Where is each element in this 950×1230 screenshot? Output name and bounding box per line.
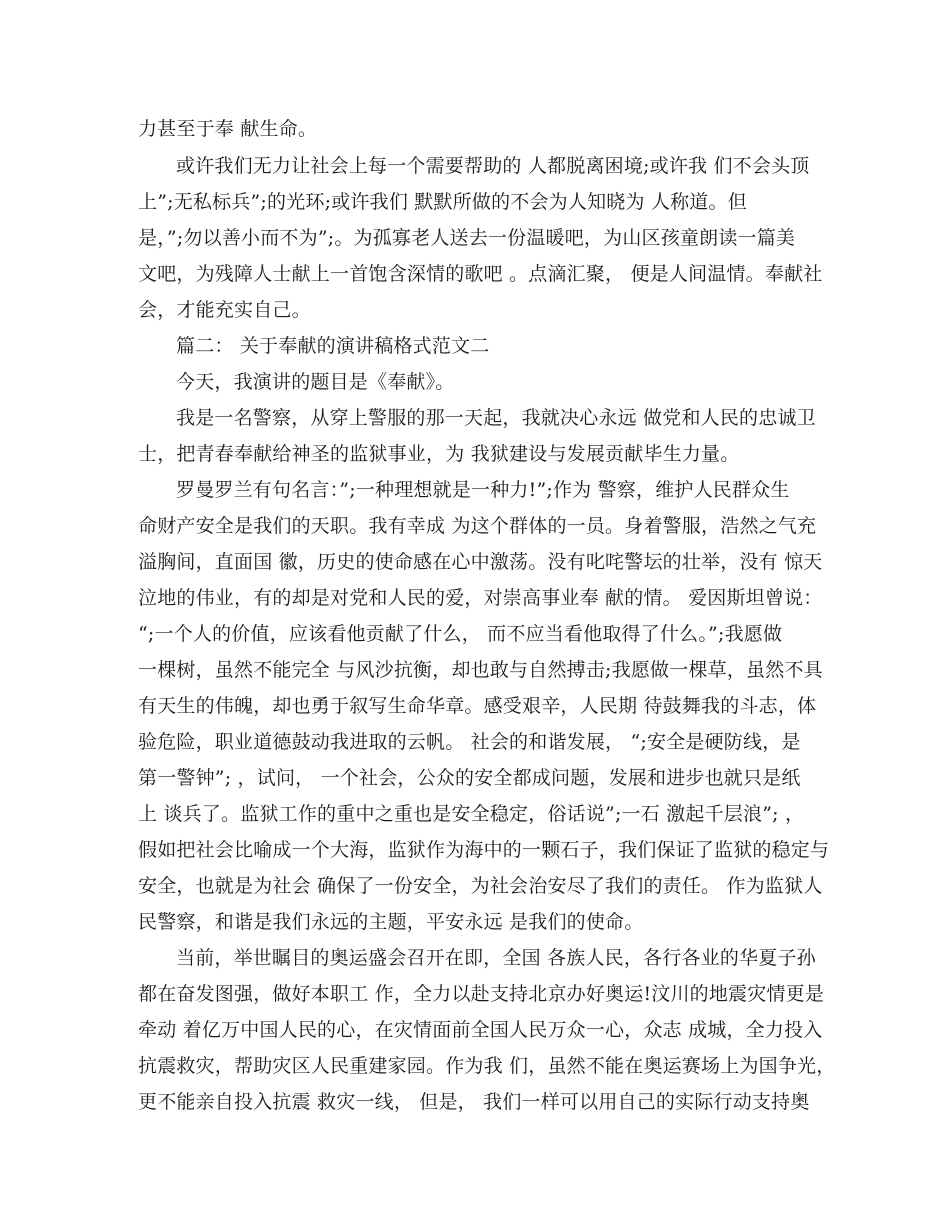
text-line: 第一警钟”; ，试问， 一个社会，公众的安全都成问题，发展和进步也就只是纸 [138,767,801,789]
text-line: 溢胸间，直面国 徽，历史的使命感在心中激荡。没有叱咤警坛的壮举，没有 惊天 [138,551,823,573]
text-line: 士，把青春奉献给神圣的监狱事业，为 我狱建设与发展贡献毕生力量。 [138,443,740,465]
text-line: 命财产安全是我们的天职。我有幸成 为这个群体的一员。身着警服，浩然之气充 [138,515,817,537]
text-line: 安全，也就是为社会 确保了一份安全，为社会治安尽了我们的责任。 作为监狱人 [138,875,823,897]
text-line: 泣地的伟业，有的却是对党和人民的爱，对崇高事业奉 献的情。 爱因斯坦曾说： [138,587,823,609]
text-line: 有天生的伟魄，却也勇于叙写生命华章。感受艰辛，人民期 待鼓舞我的斗志，体 [138,695,817,717]
text-line: 更不能亲自投入抗震 救灾一线， 但是， 我们一样可以用自己的实际行动支持奥 [138,1091,810,1113]
text-line: 上 谈兵了。监狱工作的重中之重也是安全稳定，俗话说”;一石 激起千层浪”; ， [138,803,805,825]
text-line: 都在奋发图强，做好本职工 作，全力以赴支持北京办好奥运!汶川的地震灾情更是 [138,983,825,1005]
text-line: 一棵树，虽然不能完全 与风沙抗衡，却也敢与自然搏击;我愿做一棵草，虽然不具 [138,659,823,681]
text-line: 验危险，职业道德鼓动我进取的云帆。 社会的和谐发展， “;安全是硬防线，是 [138,731,801,753]
text-line: 当前，举世瞩目的奥运盛会召开在即，全国 各族人民，各行各业的华夏子孙 [176,947,816,969]
text-line: 是，”;勿以善小而不为”;。为孤寡老人送去一份温暖吧，为山区孩童朗读一篇美 [138,227,796,249]
text-line: 民警察，和谐是我们永远的主题，平安永远 是我们的使命。 [138,911,644,933]
text-line: “;一个人的价值，应该看他贡献了什么， 而不应当看他取得了什么。”;我愿做 [138,623,783,645]
text-line: 文吧，为残障人士献上一首饱含深情的歌吧 。点滴汇聚， 便是人间温情。奉献社 [138,263,823,285]
text-line: 罗曼罗兰有句名言：”;一种理想就是一种力!”;作为 警察，维护人民群众生 [176,479,790,501]
text-line: 我是一名警察，从穿上警服的那一天起，我就决心永远 做党和人民的忠诚卫 [176,407,816,429]
text-line: 抗震救灾，帮助灾区人民重建家园。作为我 们，虽然不能在奥运赛场上为国争光， [138,1055,836,1077]
text-line: 力甚至于奉 献生命。 [138,118,318,140]
section-heading: 篇二： 关于奉献的演讲稿格式范文二 [176,335,490,357]
text-line: 今天，我演讲的题目是《奉献》。 [176,371,455,393]
text-line: 假如把社会比喻成一个大海，监狱作为海中的一颗石子，我们保证了监狱的稳定与 [138,839,830,861]
text-line: 会，才能充实自己。 [138,299,311,321]
text-line: 或许我们无力让社会上每一个需要帮助的 人都脱离困境;或许我 们不会头顶 [176,155,810,177]
text-line: 牵动 着亿万中国人民的心，在灾情面前全国人民万众一心，众志 成城，全力投入 [138,1019,823,1041]
text-line: 上”;无私标兵”;的光环;或许我们 默默所做的不会为人知晓为 人称道。但 [138,191,747,213]
